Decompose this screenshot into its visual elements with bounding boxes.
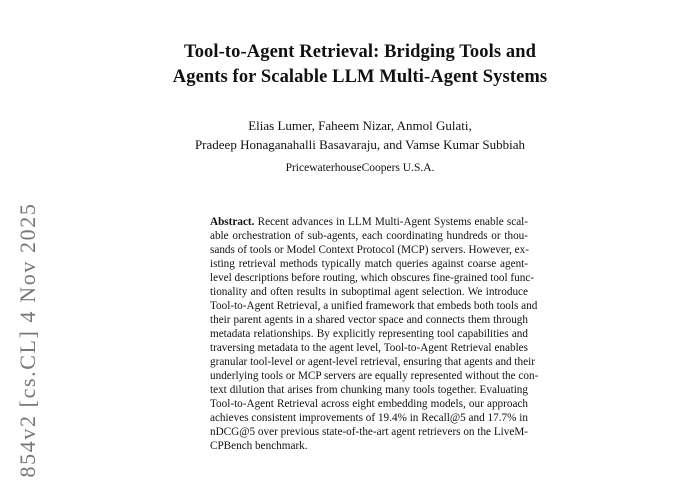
author-line-1: Elias Lumer, Faheem Nizar, Anmol Gulati, xyxy=(248,118,472,133)
abstract-first-line-text: Recent advances in LLM Multi-Agent Systems enable scal- xyxy=(257,216,529,228)
abstract-line: sands of tools or Model Context Protocol (MCP) servers. However, ex- xyxy=(210,244,529,256)
abstract-line: isting retrieval methods typically match queries against coarse agent- xyxy=(210,258,528,270)
abstract-line: traversing metadata to the agent level, Tool-to-Agent Retrieval enables xyxy=(210,342,528,354)
abstract-line: nDCG@5 over previous state-of-the-art agent retrievers on the LiveM- xyxy=(210,426,528,438)
title-line-2: Agents for Scalable LLM Multi-Agent Systems xyxy=(172,67,548,87)
abstract-line: metadata relationships. By explicitly representing tool capabilities and xyxy=(210,328,528,340)
abstract-label: Abstract. xyxy=(210,216,255,228)
abstract-line: able orchestration of sub-agents, each coordinating hundreds or thou- xyxy=(210,230,528,242)
paper-title xyxy=(150,40,570,90)
abstract-line: granular tool-level or agent-level retrieval, ensuring that agents and their xyxy=(210,356,535,368)
abstract-line: underlying tools or MCP servers are equally represented without the con- xyxy=(210,370,539,382)
abstract-line: their parent agents in a shared vector space and connects them through xyxy=(210,314,528,326)
abstract-line: Tool-to-Agent Retrieval across eight embedding models, our approach xyxy=(210,398,528,410)
abstract-line: achieves consistent improvements of 19.4% in Recall@5 and 17.7% in xyxy=(210,412,528,424)
title-line-1: Tool-to-Agent Retrieval: Bridging Tools and xyxy=(183,42,537,62)
author-list xyxy=(180,116,540,154)
affiliation: PricewaterhouseCoopers U.S.A. xyxy=(285,162,435,174)
abstract-line: tionality and often results in suboptimal agent selection. We introduce xyxy=(210,286,528,298)
abstract-line-1 xyxy=(210,215,528,229)
abstract-line: CPBench benchmark. xyxy=(210,440,308,452)
abstract-line: text dilution that arises from chunking many tools together. Evaluating xyxy=(210,384,528,396)
abstract-line: Tool-to-Agent Retrieval, a unified framework that embeds both tools and xyxy=(210,300,538,312)
arxiv-identifier-text: 854v2 [cs.CL] 4 Nov 2025 xyxy=(15,202,40,478)
abstract-line: level descriptions before routing, which obscures fine-grained tool func- xyxy=(210,272,535,284)
abstract xyxy=(210,215,539,453)
author-line-2: Pradeep Honaganahalli Basavaraju, and Vamse Kumar Subbiah xyxy=(194,137,526,152)
